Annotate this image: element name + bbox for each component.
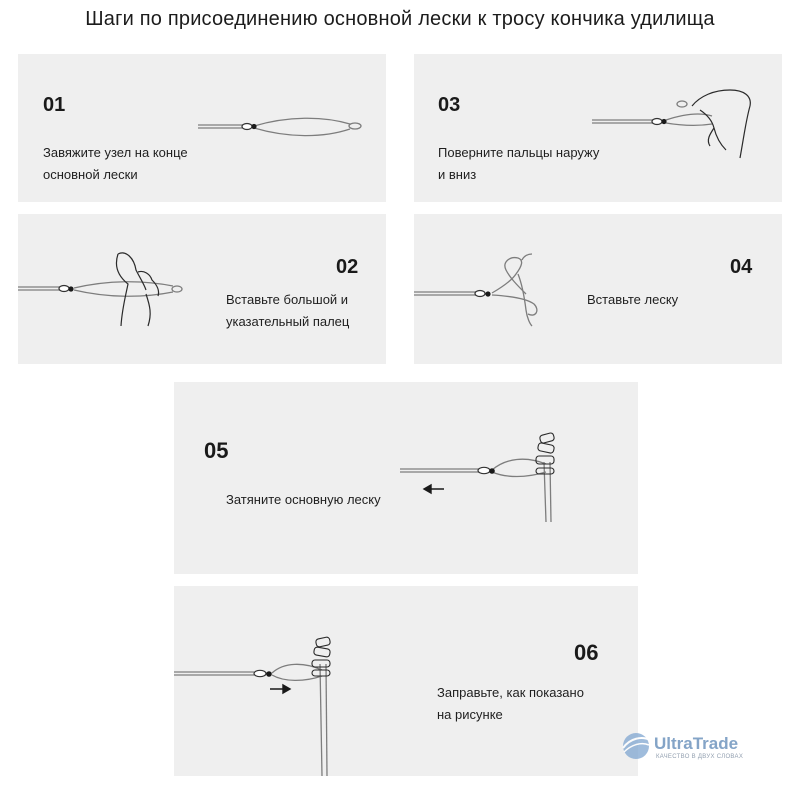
step-description-line: Поверните пальцы наружу bbox=[438, 145, 600, 160]
step-description-line: Вставьте леску bbox=[587, 292, 679, 307]
twist-fingers-illustration bbox=[414, 54, 782, 202]
step-number: 05 bbox=[204, 438, 229, 463]
step-card-06 bbox=[174, 586, 638, 776]
step-card-02 bbox=[18, 214, 386, 364]
step-description-line: Вставьте большой и bbox=[226, 292, 349, 307]
ultratrade-logo-icon bbox=[620, 730, 652, 762]
ultratrade-watermark bbox=[620, 728, 770, 768]
watermark-name: UltraTrade bbox=[654, 734, 739, 753]
step-description-line: на рисунке bbox=[437, 707, 503, 722]
step-card-03 bbox=[414, 54, 782, 202]
tighten-line-illustration bbox=[174, 382, 638, 574]
insert-line-illustration bbox=[414, 214, 782, 364]
step-card-01 bbox=[18, 54, 386, 202]
fingers-in-loop-illustration bbox=[18, 214, 386, 364]
step-description-line: и вниз bbox=[438, 167, 477, 182]
page-title: Шаги по присоединению основной лески к тросу кончика удилища bbox=[85, 8, 715, 30]
watermark-tagline: КАЧЕСТВО В ДВУХ СЛОВАХ bbox=[656, 754, 744, 760]
step-description-line: основной лески bbox=[43, 167, 138, 182]
tuck-in-illustration bbox=[174, 586, 638, 776]
step-number: 06 bbox=[574, 640, 599, 665]
step-description-line: Завяжите узел на конце bbox=[43, 145, 188, 160]
step-number: 01 bbox=[43, 94, 66, 116]
step-number: 04 bbox=[730, 256, 753, 278]
step-card-05 bbox=[174, 382, 638, 574]
step-description-line: указательный палец bbox=[226, 314, 350, 329]
step-description-line: Затяните основную леску bbox=[226, 492, 381, 507]
step-number: 02 bbox=[336, 256, 359, 278]
knot-loop-illustration bbox=[18, 54, 386, 202]
step-description-line: Заправьте, как показано bbox=[437, 685, 584, 700]
step-number: 03 bbox=[438, 94, 461, 116]
step-card-04 bbox=[414, 214, 782, 364]
